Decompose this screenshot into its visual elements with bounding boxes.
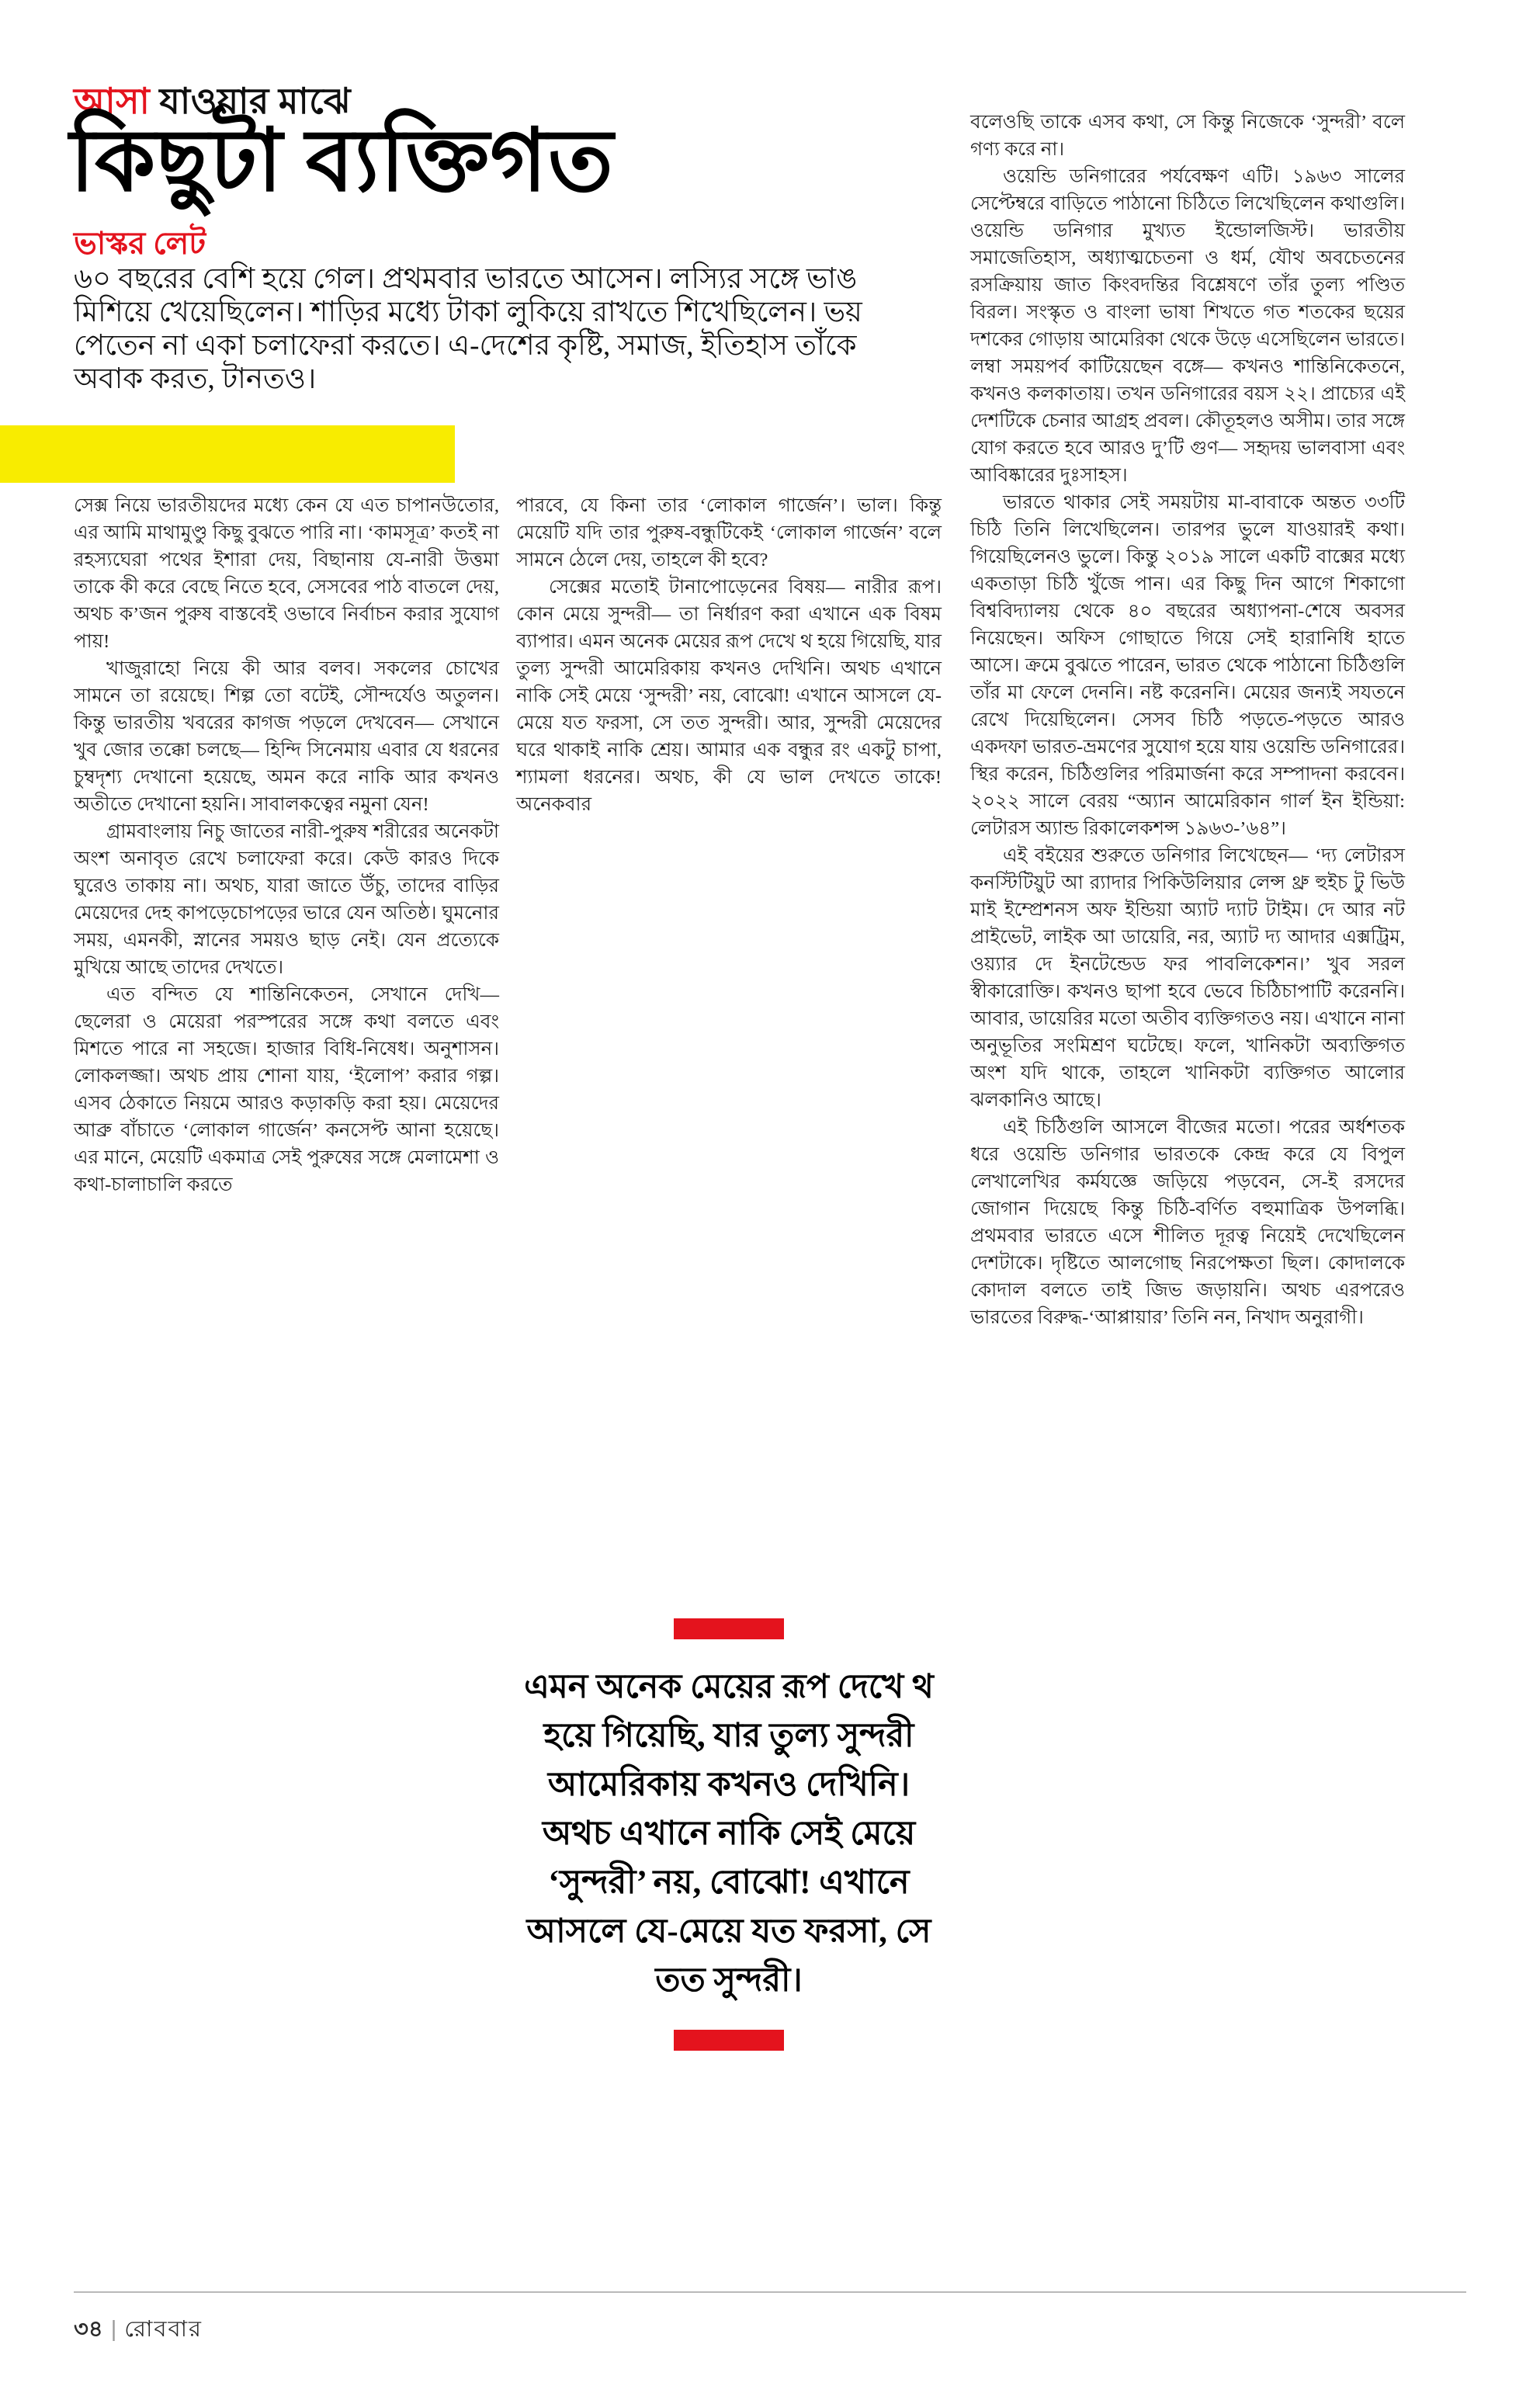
paragraph: এই চিঠিগুলি আসলে বীজের মতো। পরের অর্ধশতক ধরে ওয়েন্ডি ডনিগার ভারতকে কেন্দ্র করে যে বিপুল লেখালেখির কর্মযজ্ঞে জড়িয়ে পড়বেন, সে-ই রসদের জোগান দিয়েছে কিন্তু চিঠি-বর্ণিত বহুমাত্রিক উপলব্ধি। প্রথমবার ভারতে এসে শীলিত দূরত্ব নিয়েই দেখেছিলেন দেশটাকে। দৃষ্টিতে আলগোছ নিরপেক্ষতা ছিল। কোদালকে কোদাল বলতে তাই জিভ জড়ায়নি। অথচ এরপরেও ভারতের বিরুদ্ধ-‘আপ্পায়ার’ তিনি নন, নিখাদ অনুরাগী। (970, 1117, 1405, 1328)
kicker-rest: যাওয়ার মাঝে (150, 82, 352, 121)
footer-separator: | (110, 2317, 117, 2342)
pull-quote-top-rule (674, 1618, 784, 1639)
body-column-1 (74, 492, 499, 2277)
footer-rule (74, 2291, 1466, 2293)
paragraph: বলেওছি তাকে এসব কথা, সে কিন্তু নিজেকে ‘সুন্দরী’ বলে গণ্য করে না। (970, 112, 1405, 160)
byline: ভাস্কর লেট (74, 226, 206, 261)
page-number: ৩৪ (74, 2317, 103, 2342)
body-column-2 (516, 492, 942, 1610)
paragraph: খাজুরাহো নিয়ে কী আর বলব। সকলের চোখের সামনে তা রয়েছে। শিল্প তো বটেই, সৌন্দর্যেও অতুলন। কিন্তু ভারতীয় খবরের কাগজ পড়লে দেখবেন— সেখানে খুব জোর তক্কো চলছে— হিন্দি সিনেমায় এবার যে ধরনের চুম্বদৃশ্য দেখানো হয়েছে, অমন করে নাকি আর কখনও অতীতে দেখানো হয়নি। সাবালকত্বের নমুনা যেন! (74, 658, 499, 815)
footer (74, 2311, 203, 2350)
publication-name: রোববার (124, 2317, 203, 2342)
paragraph: ওয়েন্ডি ডনিগারের পর্যবেক্ষণ এটি। ১৯৬৩ সালের সেপ্টেম্বরে বাড়িতে পাঠানো চিঠিতে লিখেছিলেন কথাগুলি। ওয়েন্ডি ডনিগার মুখ্যত ইন্ডোলজিস্ট। ভারতীয় সমাজেতিহাস, অধ্যাত্মচেতনা ও ধর্ম, যৌথ অবচেতনের রসক্রিয়ায় জাত কিংবদন্তির বিশ্লেষণে তাঁর তুল্য পণ্ডিত বিরল। সংস্কৃত ও বাংলা ভাষা শিখতে গত শতকের ছয়ের দশকের গোড়ায় আমেরিকা থেকে উড়ে এসেছিলেন ভারতে। লম্বা সময়পর্ব কাটিয়েছেন বঙ্গে— কখনও শান্তিনিকেতনে, কখনও কলকাতায়। তখন ডনিগারের বয়স ২২। প্রাচ্যের এই দেশটিকে চেনার আগ্রহ প্রবল। কৌতূহলও অসীম। তার সঙ্গে যোগ করতে হবে আরও দু’টি গুণ— সহৃদয় ভালবাসা এবং আবিষ্কারের দুঃসাহস। (970, 166, 1405, 486)
article-headline: কিছুটা ব্যক্তিগত (70, 113, 614, 210)
body-column-3 (970, 109, 1405, 2278)
pull-quote-text: এমন অনেক মেয়ের রূপ দেখে থ হয়ে গিয়েছি, যার তুল্য সুন্দরী আমেরিকায় কখনও দেখিনি। অথচ এখানে নাকি সেই মেয়ে ‘সুন্দরী’ নয়, বোঝো! এখানে আসলে যে-মেয়ে যত ফরসা, সে তত সুন্দরী। (524, 1669, 934, 1999)
paragraph: সেক্সের মতোই টানাপোড়েনের বিষয়— নারীর রূপ। কোন মেয়ে সুন্দরী— তা নির্ধারণ করা এখানে এক বিষম ব্যাপার। এমন অনেক মেয়ের রূপ দেখে থ হয়ে গিয়েছি, যার তুল্য সুন্দরী আমেরিকায় কখনও দেখিনি। অথচ এখানে নাকি সেই মেয়ে ‘সুন্দরী’ নয়, বোঝো! এখানে আসলে যে-মেয়ে যত ফরসা, সে তত সুন্দরী। আর, সুন্দরী মেয়েদের ঘরে থাকাই নাকি শ্রেয়। আমার এক বন্ধুর রং একটু চাপা, শ্যামলা ধরনের। অথচ, কী যে ভাল দেখতে তাকে! অনেকবার (516, 577, 942, 815)
paragraph: এত বন্দিত যে শান্তিনিকেতন, সেখানে দেখি— ছেলেরা ও মেয়েরা পরস্পরের সঙ্গে কথা বলতে এবং মিশতে পারে না সহজে। হাজার বিধি-নিষেধ। অনুশাসন। লোকলজ্জা। অথচ প্রায় শোনা যায়, ‘ইলোপ’ করার গল্প। এসব ঠেকাতে নিয়মে আরও কড়াকড়ি করা হয়। মেয়েদের আব্রু বাঁচাতে ‘লোকাল গার্জেন’ কনসেপ্ট আনা হয়েছে। এর মানে, মেয়েটি একমাত্র সেই পুরুষের সঙ্গে মেলামেশা ও কথা-চালাচালি করতে (74, 984, 499, 1195)
kicker-highlight-word: আসা (74, 82, 151, 121)
standfirst: ৬০ বছরের বেশি হয়ে গেল। প্রথমবার ভারতে আসেন। লস্যির সঙ্গে ভাঙ মিশিয়ে খেয়েছিলেন। শাড়ির মধ্যে টাকা লুকিয়ে রাখতে শিখেছিলেন। ভয় পেতেন না একা চলাফেরা করতে। এ-দেশের কৃষ্টি, সমাজ, ইতিহাস তাঁকে অবাক করত, টানতও। (74, 263, 862, 395)
paragraph: সেক্স নিয়ে ভারতীয়দের মধ্যে কেন যে এত চাপানউতোর, এর আমি মাথামুণ্ডু কিছু বুঝতে পারি না। ‘কামসূত্র’ কতই না রহস্যঘেরা পথের ইশারা দেয়, বিছানায় যে-নারী উত্তমা তাকে কী করে বেছে নিতে হবে, সেসবের পাঠ বাতলে দেয়, অথচ ক’জন পুরুষ বাস্তবেই ওভাবে নির্বাচন করার সুযোগ পায়! (74, 495, 499, 652)
paragraph: গ্রামবাংলায় নিচু জাতের নারী-পুরুষ শরীরের অনেকটা অংশ অনাবৃত রেখে চলাফেরা করে। কেউ কারও দিকে ঘুরেও তাকায় না। অথচ, যারা জাতে উঁচু, তাদের বাড়ির মেয়েদের দেহ কাপড়েচোপড়ের ভারে যেন অতিষ্ঠ। ঘুমনোর সময়, এমনকী, স্নানের সময়ও ছাড় নেই। যেন প্রত্যেকে মুখিয়ে আছে তাদের দেখতে। (74, 821, 499, 978)
pull-quote-bottom-rule (674, 2030, 784, 2051)
pull-quote (516, 1618, 942, 2051)
paragraph: পারবে, যে কিনা তার ‘লোকাল গার্জেন’। ভাল। কিন্তু মেয়েটি যদি তার পুরুষ-বন্ধুটিকেই ‘লোকাল গার্জেন’ বলে সামনে ঠেলে দেয়, তাহলে কী হবে? (516, 495, 942, 571)
yellow-highlight-bar (0, 425, 455, 483)
paragraph: ভারতে থাকার সেই সময়টায় মা-বাবাকে অন্তত ৩৩টি চিঠি তিনি লিখেছিলেন। তারপর ভুলে যাওয়ারই কথা। গিয়েছিলেনও ভুলে। কিন্তু ২০১৯ সালে একটি বাক্সের মধ্যে একতাড়া চিঠি খুঁজে পান। এর কিছু দিন আগে শিকাগো বিশ্ববিদ্যালয় থেকে ৪০ বছরের অধ্যাপনা-শেষে অবসর নিয়েছেন। অফিস গোছাতে গিয়ে সেই হারানিধি হাতে আসে। ক্রমে বুঝতে পারেন, ভারত থেকে পাঠানো চিঠিগুলি তাঁর মা ফেলে দেননি। নষ্ট করেননি। মেয়ের জন্যই সযতনে রেখে দিয়েছিলেন। সেসব চিঠি পড়তে-পড়তে আরও একদফা ভারত-ভ্রমণের সুযোগ হয়ে যায় ওয়েন্ডি ডনিগারের। স্থির করেন, চিঠিগুলির পরিমার্জনা করে সম্পাদনা করবেন। ২০২২ সালে বেরয় “অ্যান আমেরিকান গার্ল ইন ইন্ডিয়া: লেটারস অ্যান্ড রিকালেকশন্স ১৯৬৩-’৬৪”। (970, 492, 1405, 839)
paragraph: এই বইয়ের শুরুতে ডনিগার লিখেছেন— ‘দ্য লেটারস কনস্টিটিয়ুট আ র‍্যাদার পিকিউলিয়ার লেন্স থ্রু হুইচ টু ভিউ মাই ইম্প্রেশনস অফ ইন্ডিয়া অ্যাট দ্যাট টাইম। দে আর নট প্রাইভেট, লাইক আ ডায়েরি, নর, অ্যাট দ্য আদার এক্সট্রিম, ওয়্যার দে ইনটেন্ডেড ফর পাবলিকেশন।’ খুব সরল স্বীকারোক্তি। কখনও ছাপা হবে ভেবে চিঠিচাপাটি করেননি। আবার, ডায়েরির মতো অতীব ব্যক্তিগতও নয়। এখানে নানা অনুভূতির সংমিশ্রণ ঘটেছে। ফলে, খানিকটা অব্যক্তিগত অংশ যদি থাকে, তাহলে খানিকটা ব্যক্তিগত আলোর ঝলকানিও আছে। (970, 845, 1405, 1111)
